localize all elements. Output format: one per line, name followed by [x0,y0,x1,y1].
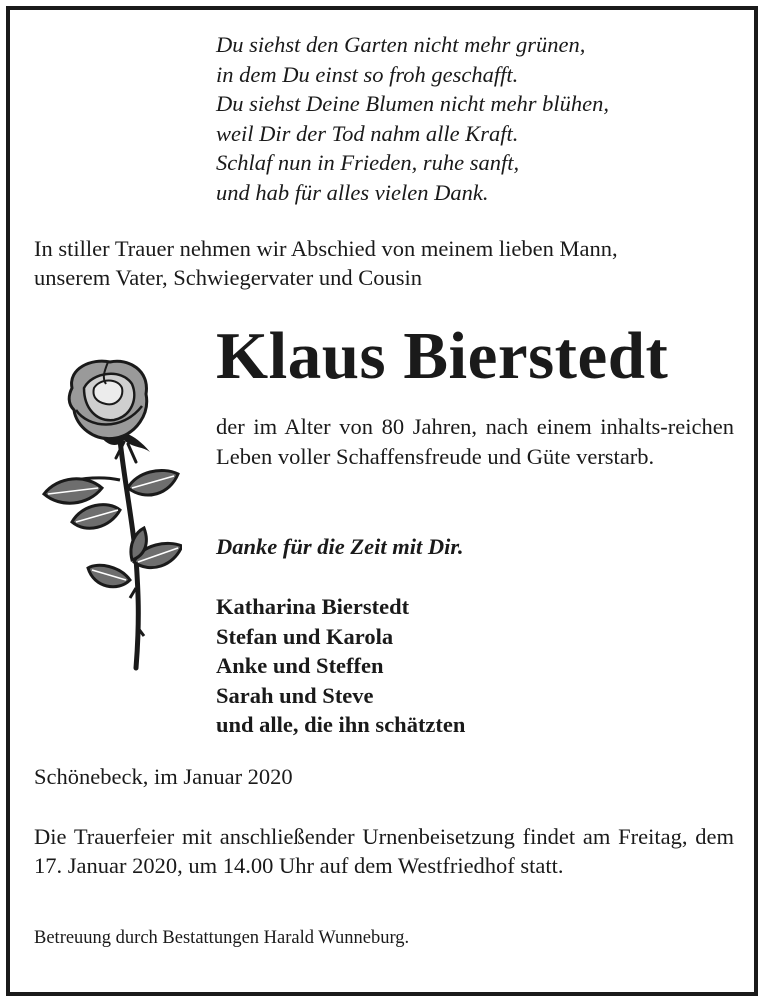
poem [216,30,609,208]
mourner-name: Katharina Bierstedt [216,594,410,619]
service-credit: Betreuung durch Bestattungen Harald Wunneburg. [34,928,410,948]
intro-text [34,234,734,292]
place-date: Schönebeck, im Januar 2020 [34,764,293,789]
poem-line: Du siehst den Garten nicht mehr grünen, [216,32,586,57]
obituary-card [6,6,758,996]
deceased-description: der im Alter von 80 Jahren, nach einem inhalts-reichen Leben voller Schaffensfreude und Güte verstarb. [216,414,734,469]
intro-line: unserem Vater, Schwiegervater und Cousin [34,265,422,290]
rose-icon [32,348,182,678]
poem-line: Schlaf nun in Frieden, ruhe sanft, [216,150,520,176]
deceased-name: Klaus Bierstedt [216,319,669,393]
funeral-notice: Die Trauerfeier mit anschließender Urnenbeisetzung findet am Freitag, dem 17. Januar 2020, um 14.00 Uhr auf dem Westfriedhof statt. [34,824,734,878]
mourner-name: und alle, die ihn schätzten [216,712,466,738]
intro-line: In stiller Trauer nehmen wir Abschied von meinem lieben Mann, [34,236,618,261]
mourners-list [216,592,465,740]
mourner-name: Stefan und Karola [216,623,394,649]
mourner-name: Sarah und Steve [216,682,374,708]
poem-line: weil Dir der Tod nahm alle Kraft. [216,120,519,146]
poem-line: in dem Du einst so froh geschafft. [216,61,519,87]
thanks-line: Danke für die Zeit mit Dir. [216,534,464,559]
mourner-name: Anke und Steffen [216,653,384,679]
poem-line: und hab für alles vielen Dank. [216,179,489,205]
poem-line: Du siehst Deine Blumen nicht mehr blühen, [216,91,610,117]
